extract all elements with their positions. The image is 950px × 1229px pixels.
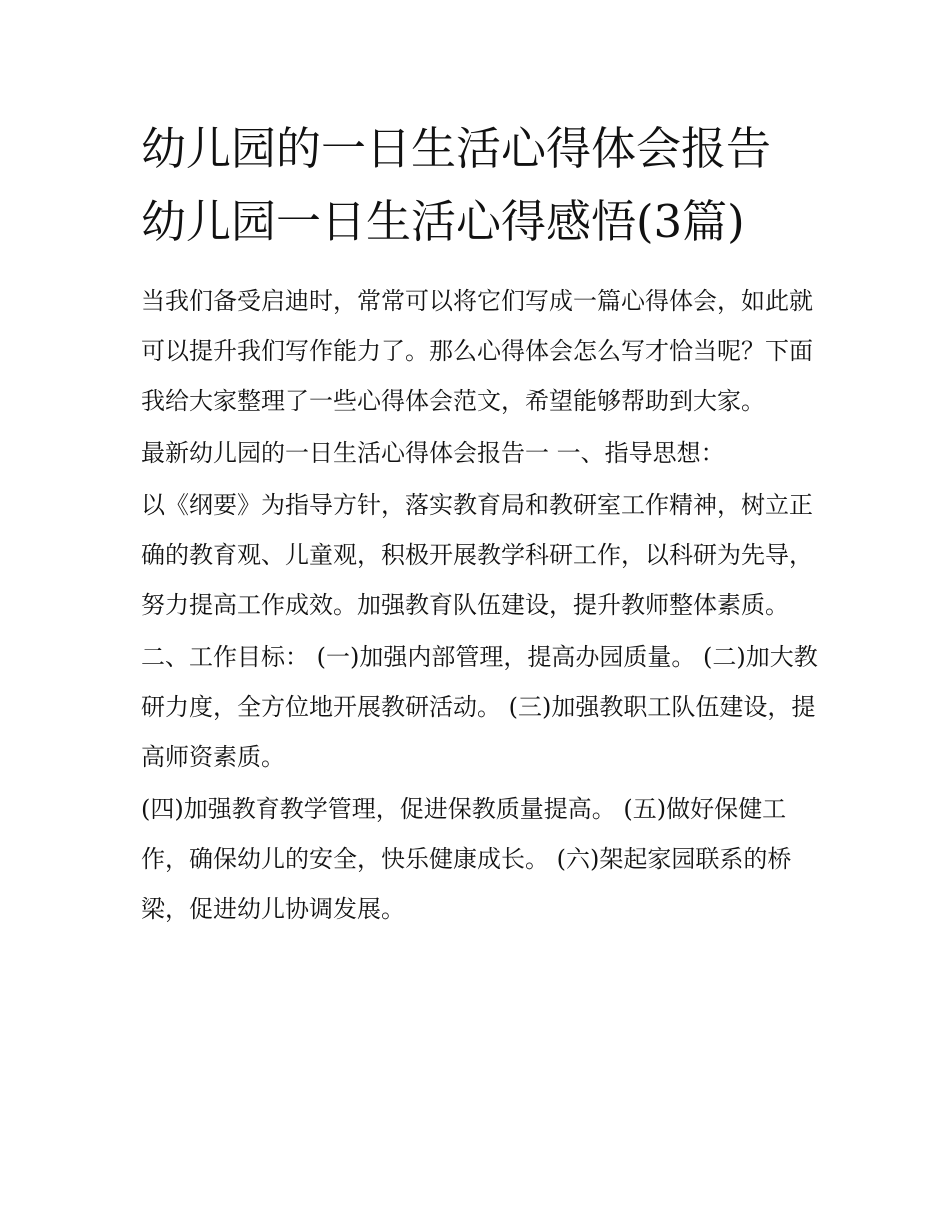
paragraph-section-heading: 最新幼儿园的一日生活心得体会报告一 一、指导思想： [141,439,725,467]
paragraph-work-goals: 二、工作目标： (一)加强内部管理，提高办园质量。 (二)加大教研力度，全方位地开展教研活动。 (三)加强教职工队伍建设，提高师资素质。 [141,643,818,771]
document-page [141,112,821,934]
paragraph-guiding-thought: 以《纲要》为指导方针，落实教育局和教研室工作精神，树立正确的教育观、儿童观，积极开展教学科研工作，以科研为先导，努力提高工作成效。加强教育队伍建设，提升教师整体素质。 [141,491,813,619]
paragraph-work-goals-continued: (四)加强教育教学管理，促进保教质量提高。 (五)做好保健工作，确保幼儿的安全，快乐健康成长。 (六)架起家园联系的桥梁，促进幼儿协调发展。 [141,795,792,923]
document-title: 幼儿园的一日生活心得体会报告 幼儿园一日生活心得感悟(3篇) [141,122,772,248]
document-body [141,276,821,934]
paragraph-intro: 当我们备受启迪时，常常可以将它们写成一篇心得体会，如此就可以提升我们写作能力了。那么心得体会怎么写才恰当呢？下面我给大家整理了一些心得体会范文，希望能够帮助到大家。 [141,287,813,415]
